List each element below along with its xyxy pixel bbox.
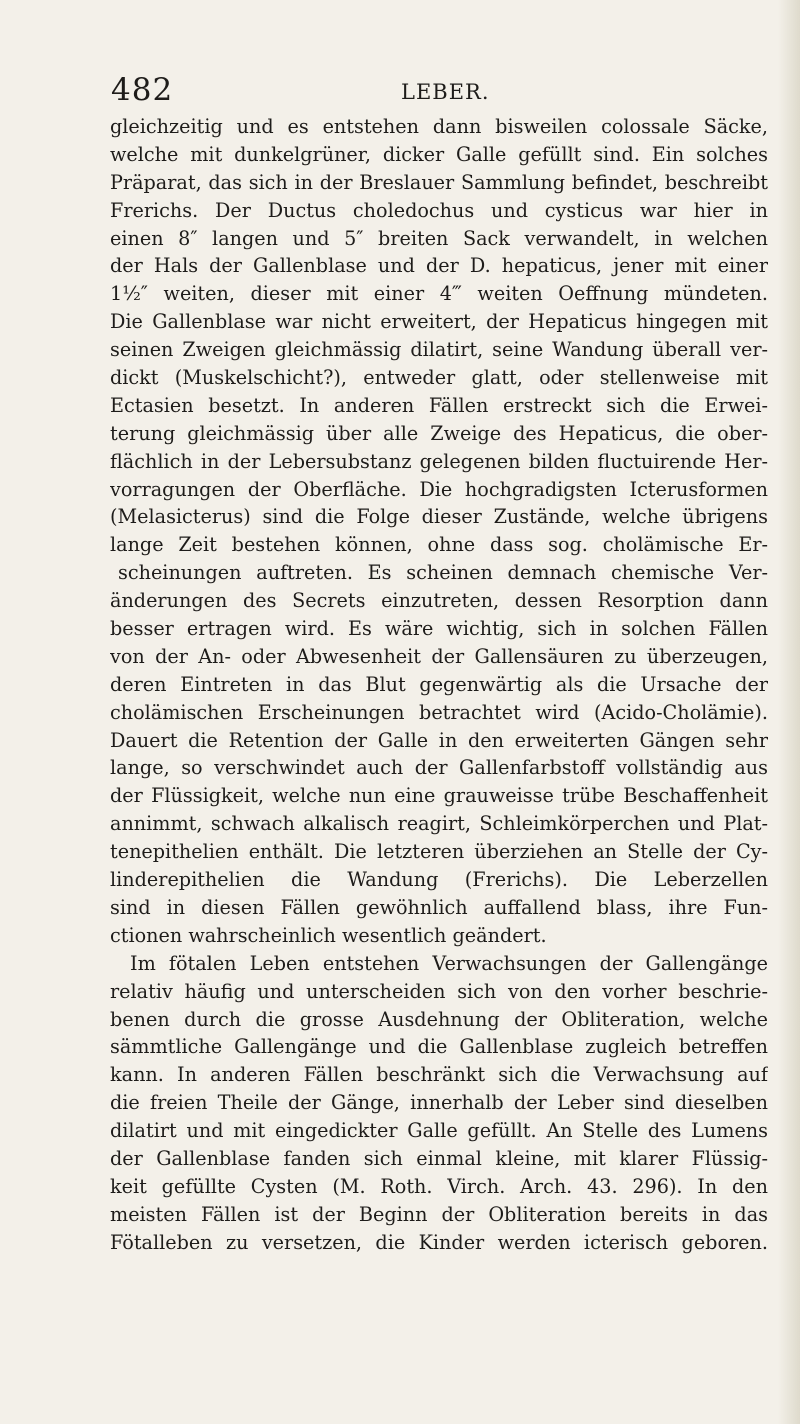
text-line: lange Zeit bestehen können, ohne dass sog. cholämische Er- <box>110 533 768 557</box>
text-line: sind in diesen Fällen gewöhnlich auffallend blass, ihre Fun- <box>110 895 768 919</box>
page-number: 482 <box>111 72 174 108</box>
text-line: meisten Fällen ist der Beginn der Obliteration bereits in das <box>110 1202 768 1226</box>
text-line: flächlich in der Lebersubstanz gelegenen bilden fluctuirende Her- <box>110 449 768 473</box>
text-line: Fötalleben zu versetzen, die Kinder werden icterisch geboren. <box>110 1230 768 1254</box>
text-line: gleichzeitig und es entstehen dann bisweilen colossale Säcke, <box>110 115 768 138</box>
text-line: Frerichs. Der Ductus choledochus und cysticus war hier in <box>110 198 768 222</box>
text-line: tenepithelien enthält. Die letzteren überziehen an Stelle der Cy- <box>110 840 768 864</box>
body-text <box>110 113 768 1257</box>
running-head: LEBER. <box>401 80 490 104</box>
text-line: der Flüssigkeit, welche nun eine grauweisse trübe Beschaffenheit <box>110 784 768 808</box>
text-line: der Hals der Gallenblase und der D. hepaticus, jener mit einer <box>110 254 768 278</box>
text-line: ctionen wahrscheinlich wesentlich geändert. <box>110 923 547 947</box>
text-line: kann. In anderen Fällen beschränkt sich die Verwachsung auf <box>110 1063 768 1087</box>
text-line: Dauert die Retention der Galle in den erweiterten Gängen sehr <box>110 728 768 752</box>
text-line: dickt (Muskelschicht?), entweder glatt, oder stellenweise mit <box>110 366 768 390</box>
text-line: dilatirt und mit eingedickter Galle gefüllt. An Stelle des Lumens <box>110 1119 768 1143</box>
text-line: sämmtliche Gallengänge und die Gallenblase zugleich betreffen <box>110 1035 768 1059</box>
text-line: vorragungen der Oberfläche. Die hochgradigsten Icterusformen <box>110 477 768 501</box>
text-line: lange, so verschwindet auch der Gallenfarbstoff vollständig aus <box>110 756 768 780</box>
text-line: linderepithelien die Wandung (Frerichs). Die Leberzellen <box>110 868 768 892</box>
text-line: der Gallenblase fanden sich einmal kleine, mit klarer Flüssig- <box>110 1146 768 1170</box>
text-line: scheinungen auftreten. Es scheinen demnach chemische Ver- <box>118 561 768 585</box>
text-line: annimmt, schwach alkalisch reagirt, Schleimkörperchen und Plat- <box>110 812 768 836</box>
text-line: einen 8″ langen und 5″ breiten Sack verwandelt, in welchen <box>110 226 768 250</box>
text-line: (Melasicterus) sind die Folge dieser Zustände, welche übrigens <box>110 505 768 529</box>
text-line: Im fötalen Leben entstehen Verwachsungen der Gallengänge <box>130 951 768 975</box>
text-line: terung gleichmässig über alle Zweige des Hepaticus, die ober- <box>110 421 768 445</box>
text-line: änderungen des Secrets einzutreten, dessen Resorption dann <box>110 589 768 613</box>
text-line: 1½″ weiten, dieser mit einer 4‴ weiten Oeffnung mündeten. <box>110 282 768 306</box>
text-line: Ectasien besetzt. In anderen Fällen erstreckt sich die Erwei- <box>110 393 768 417</box>
text-line: von der An- oder Abwesenheit der Gallensäuren zu überzeugen, <box>110 644 768 668</box>
page-edge <box>778 0 800 1424</box>
text-line: seinen Zweigen gleichmässig dilatirt, seine Wandung überall ver- <box>110 338 768 362</box>
text-line: benen durch die grosse Ausdehnung der Obliteration, welche <box>110 1007 768 1031</box>
text-line: relativ häufig und unterscheiden sich von den vorher beschrie- <box>110 979 768 1003</box>
text-line: Die Gallenblase war nicht erweitert, der Hepaticus hingegen mit <box>110 310 768 334</box>
text-line: besser ertragen wird. Es wäre wichtig, sich in solchen Fällen <box>110 617 768 641</box>
text-line: deren Eintreten in das Blut gegenwärtig als die Ursache der <box>110 672 768 696</box>
text-line: welche mit dunkelgrüner, dicker Galle gefüllt sind. Ein solches <box>110 142 768 166</box>
text-line: die freien Theile der Gänge, innerhalb der Leber sind dieselben <box>110 1091 768 1115</box>
text-line: Präparat, das sich in der Breslauer Sammlung befindet, beschreibt <box>110 170 768 194</box>
text-line: keit gefüllte Cysten (M. Roth. Virch. Arch. 43. 296). In den <box>110 1174 768 1198</box>
page-header <box>90 72 770 112</box>
text-line: cholämischen Erscheinungen betrachtet wird (Acido-Cholämie). <box>110 700 768 724</box>
